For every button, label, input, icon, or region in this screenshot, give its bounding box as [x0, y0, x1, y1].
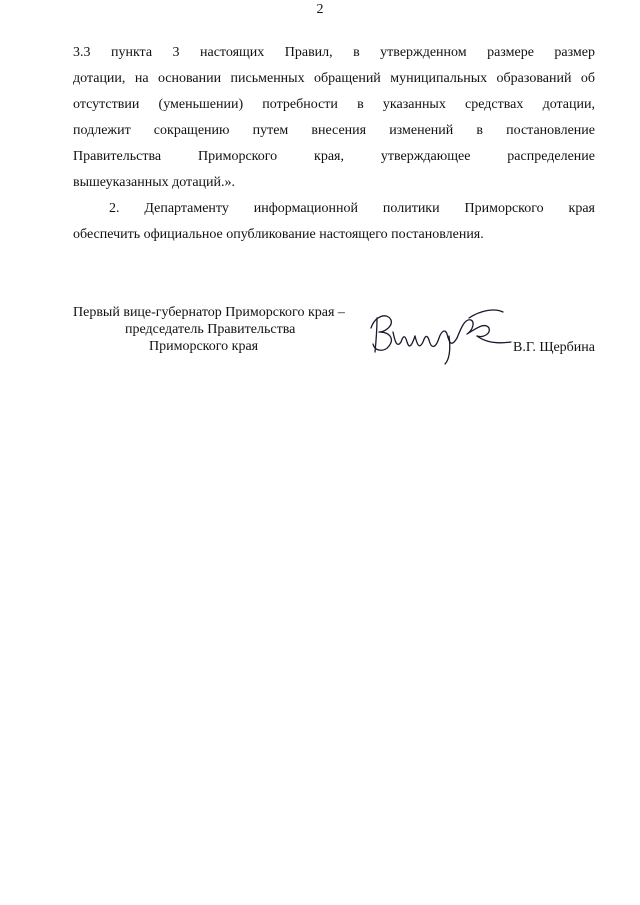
paragraph-continuation — [73, 40, 595, 196]
paragraph-line: обеспечить официальное опубликование настоящего постановления. — [73, 227, 484, 242]
signatory-title-line-3: Приморского края — [149, 339, 259, 354]
page-number: 2 — [316, 2, 324, 17]
paragraph-line: 2. Департаменту информационной политики Приморского края — [109, 201, 595, 216]
paragraph-line: вышеуказанных дотаций.». — [73, 175, 236, 190]
paragraph-line: отсутствии (уменьшении) потребности в указанных средствах дотации, — [73, 97, 595, 112]
paragraph-item-2 — [73, 196, 595, 248]
paragraph-line: 3.3 пункта 3 настоящих Правил, в утвержденном размере размер — [73, 45, 595, 60]
signatory-title-line-2: председатель Правительства — [125, 322, 296, 337]
signatory-title-line-1: Первый вице-губернатор Приморского края – — [73, 305, 345, 320]
signatory-name: В.Г. Щербина — [512, 340, 595, 355]
paragraph-line: дотации, на основании письменных обращений муниципальных образований об — [73, 71, 595, 86]
handwritten-signature — [365, 298, 515, 368]
paragraph-line: подлежит сокращению путем внесения изменений в постановление — [73, 123, 595, 138]
signature-block — [73, 304, 595, 364]
paragraph-line: Правительства Приморского края, утверждающее распределение — [73, 149, 595, 164]
